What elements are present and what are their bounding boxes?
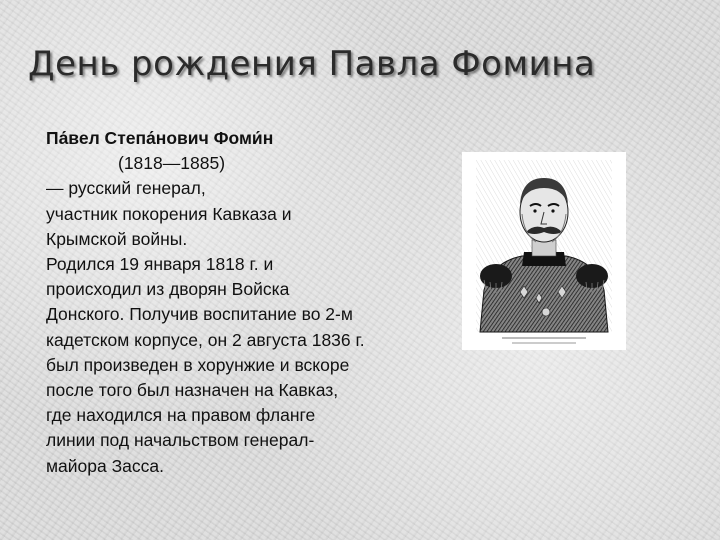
portrait-engraving <box>462 152 626 350</box>
slide-title: День рождения Павла Фомина <box>28 44 596 84</box>
bio-line: где находился на правом фланге <box>46 405 316 426</box>
bio-line: участник покорения Кавказа и <box>46 203 292 224</box>
bio-line: Крымской войны. <box>46 228 188 249</box>
biography-text <box>46 126 466 479</box>
bio-line: линии под начальством генерал- <box>46 430 315 451</box>
bio-line: майора Засса. <box>46 455 164 476</box>
bio-line: был произведен в хорунжие и вскоре <box>46 354 350 375</box>
portrait-image <box>462 152 626 350</box>
bio-line: кадетском корпусе, он 2 августа 1836 г. <box>46 329 365 350</box>
life-years: (1818—1885) <box>118 153 226 174</box>
bio-line: происходил из дворян Войска <box>46 279 290 300</box>
bio-line: Донского. Получив воспитание во 2-м <box>46 304 353 325</box>
bio-line: Родился 19 января 1818 г. и <box>46 254 274 275</box>
bio-line: — русский генерал, <box>46 178 206 199</box>
person-name: Па́вел Степа́нович Фоми́н <box>46 128 274 148</box>
bio-line: после того был назначен на Кавказ, <box>46 380 339 401</box>
